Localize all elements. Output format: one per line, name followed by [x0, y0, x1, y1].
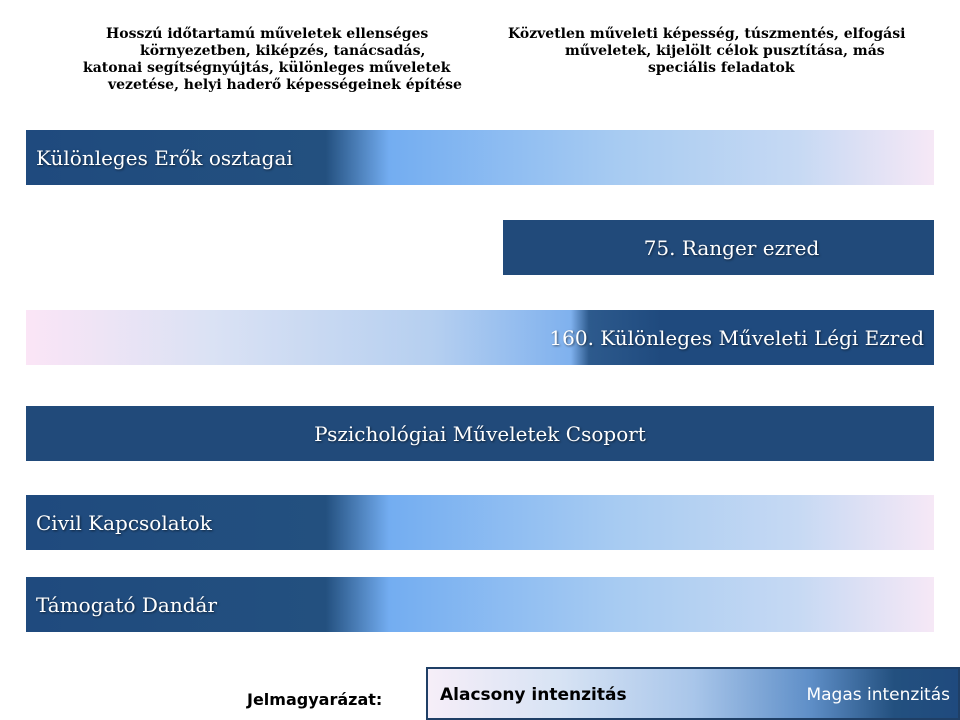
- left-description-line: környezetben, kiképzés, tanácsadás,: [140, 43, 426, 59]
- bar-label: 160. Különleges Műveleti Légi Ezred: [549, 325, 924, 350]
- bar-label: Különleges Erők osztagai: [36, 145, 293, 170]
- bar-psychological-operations-group: [26, 406, 934, 461]
- left-column-description: [80, 26, 460, 94]
- legend-low-intensity-label: Alacsony intenzitás: [440, 685, 627, 705]
- left-description-line: vezetése, helyi haderő képességeinek építése: [108, 77, 462, 93]
- bar-75th-ranger-regiment: [503, 220, 934, 275]
- right-description-line: speciális feladatok: [648, 60, 795, 76]
- bar-label: Civil Kapcsolatok: [36, 510, 212, 535]
- right-description-line: Közvetlen műveleti képesség, túszmentés, elfogási: [508, 26, 906, 42]
- legend-gradient-scale: [426, 667, 960, 720]
- bar-support-brigade: [26, 577, 934, 632]
- bar-160th-soar: [26, 310, 934, 365]
- bar-civil-affairs: [26, 495, 934, 550]
- left-description-line: katonai segítségnyújtás, különleges műveletek: [83, 60, 451, 76]
- bar-label: 75. Ranger ezred: [643, 235, 820, 260]
- bar-label: Támogató Dandár: [36, 592, 218, 617]
- left-description-line: Hosszú időtartamú műveletek ellenséges: [106, 26, 429, 42]
- bar-special-forces-groups: [26, 130, 934, 185]
- legend-high-intensity-label: Magas intenzitás: [806, 685, 950, 705]
- right-description-line: műveletek, kijelölt célok pusztítása, más: [565, 43, 885, 59]
- bar-label: Pszichológiai Műveletek Csoport: [314, 421, 646, 446]
- legend-title: Jelmagyarázat:: [247, 690, 383, 709]
- right-column-description: [500, 26, 920, 77]
